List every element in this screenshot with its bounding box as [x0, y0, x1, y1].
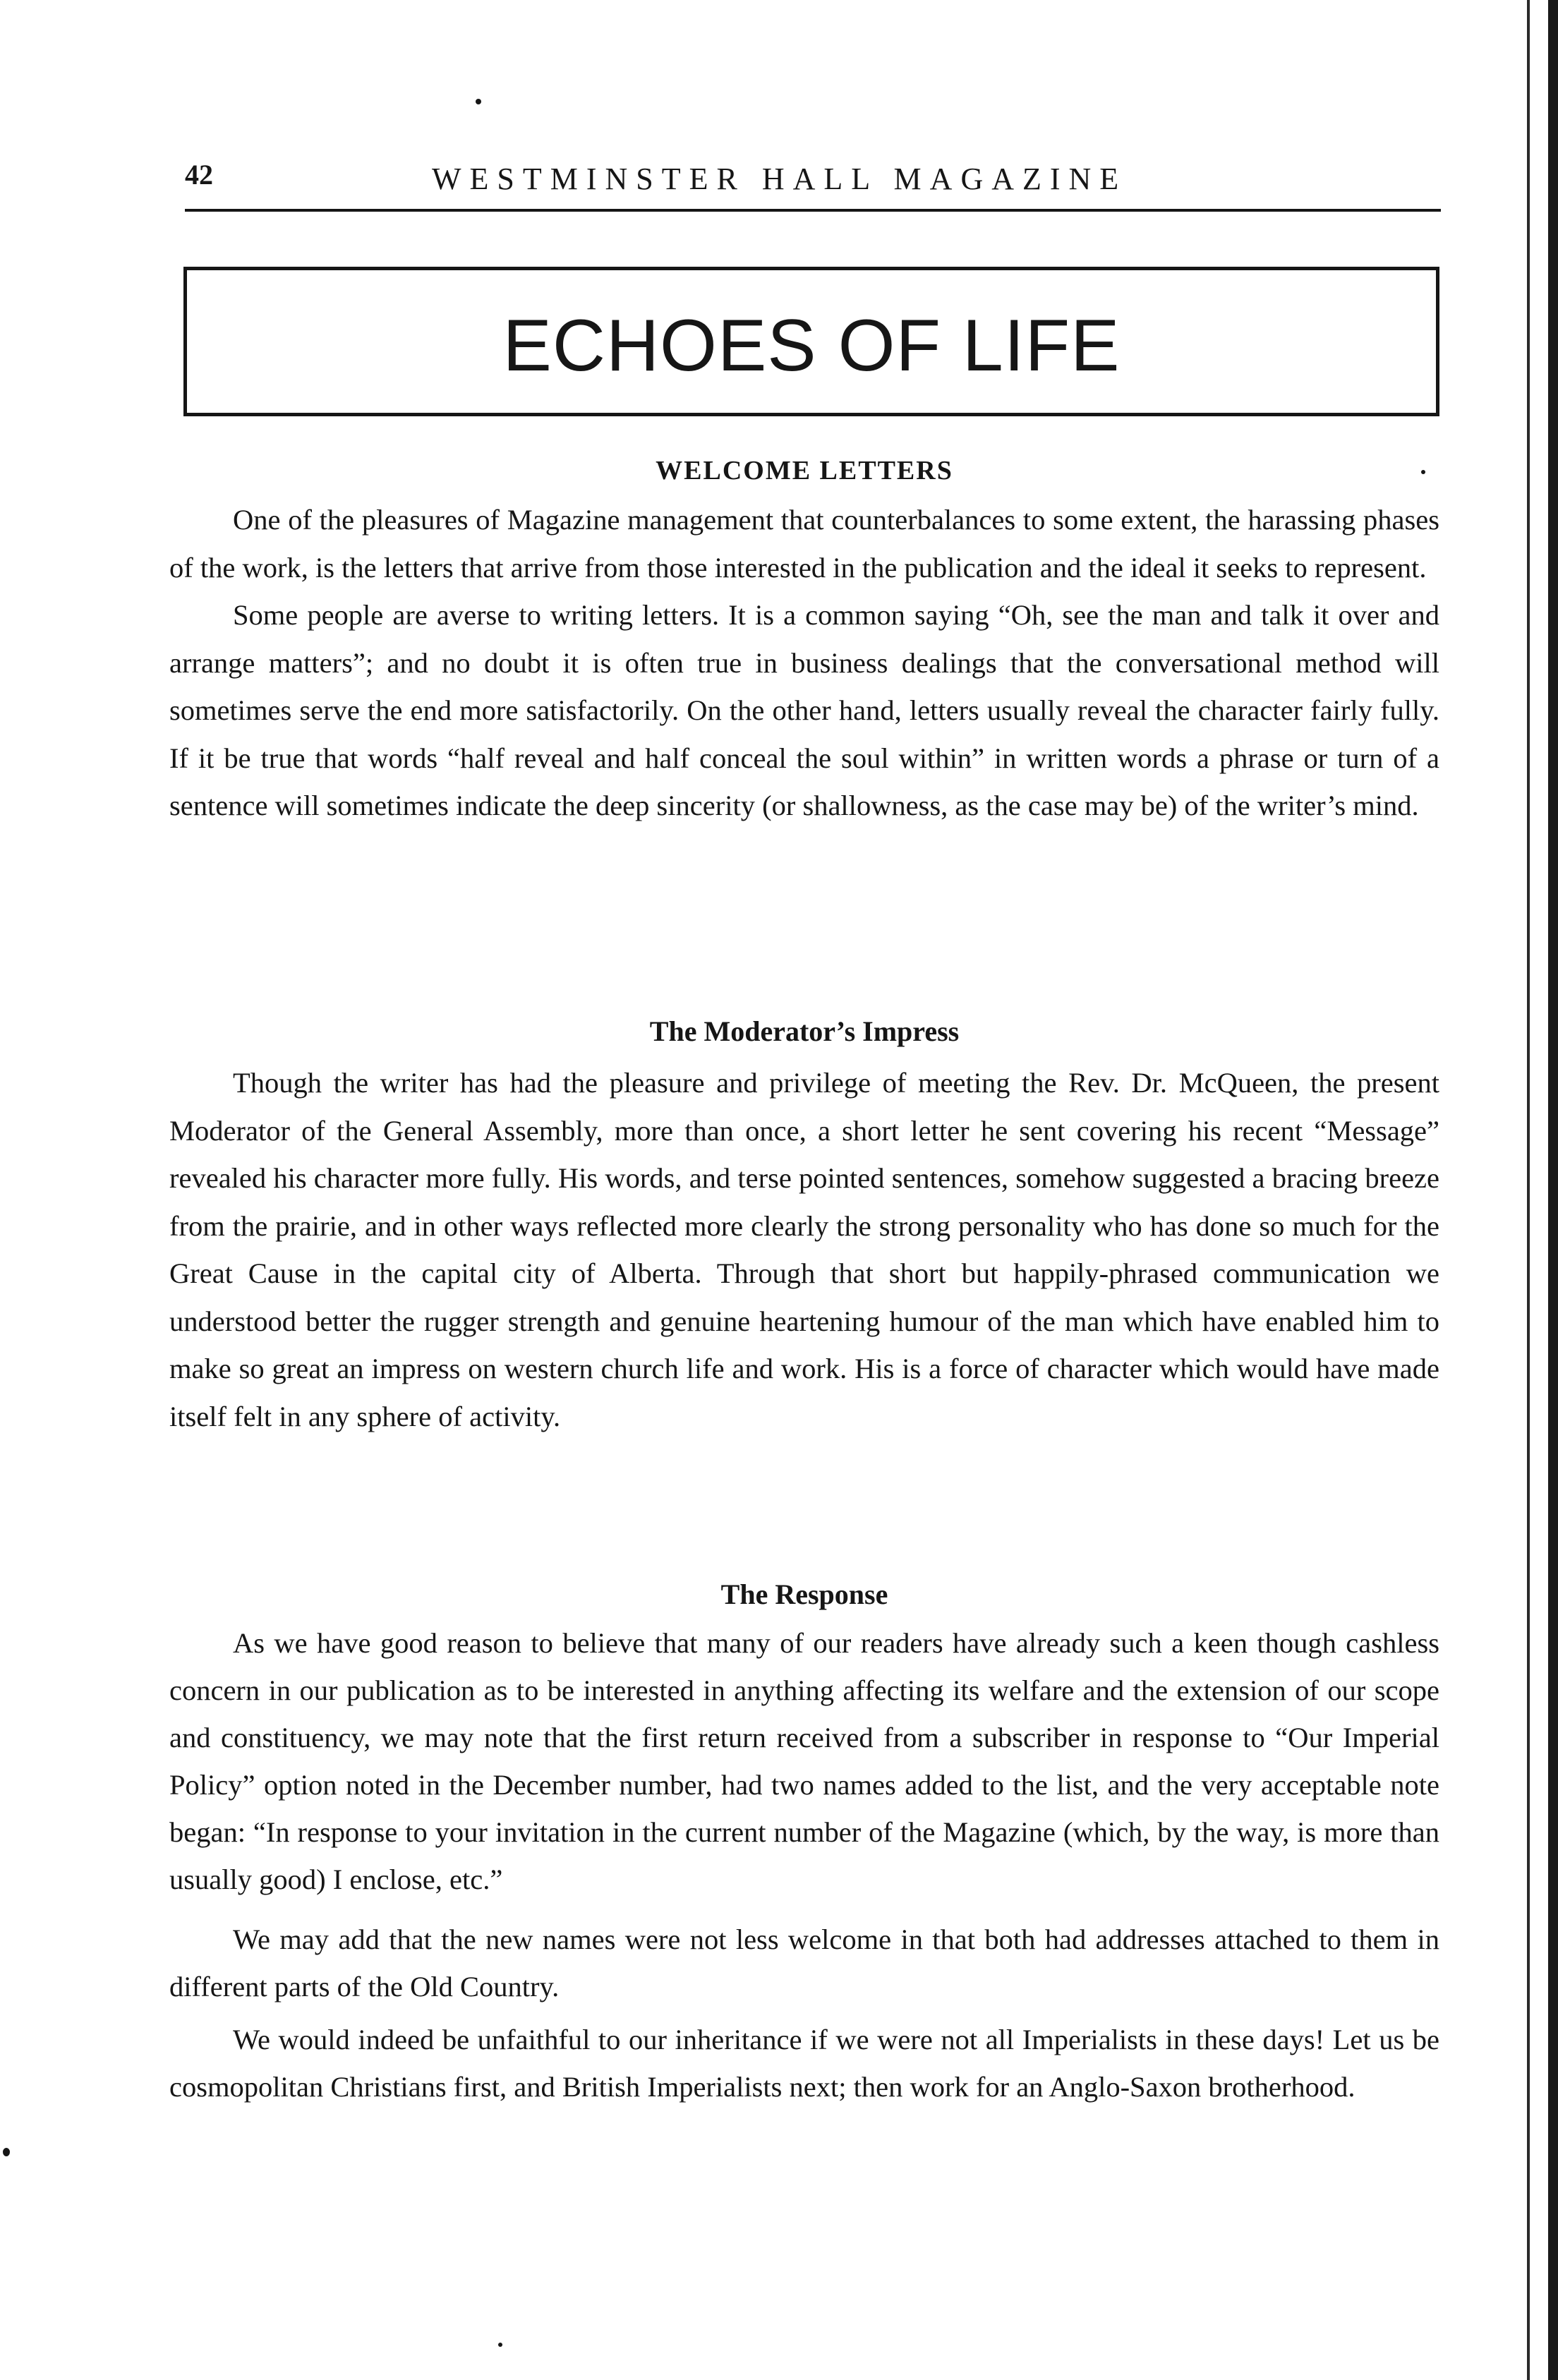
page-number: 42: [185, 159, 213, 191]
article-paragraph: Though the writer has had the pleasure and privilege of meeting the Rev. Dr. McQueen, the present Moderator of the General Assembly, more than once, a short letter he sent covering his recent “Message” revealed his character more fully. His words, and terse pointed sentences, somehow suggested a bracing breeze from the prairie, and in other ways reflected more clearly the strong personality who has done so much for the Great Cause in the capital city of Alberta. Through that short but happily-phrased communication we understood better the rugger strength and genuine heartening humour of the man which have enabled him to make so great an impress on western church life and work. His is a force of character which would have made itself felt in any sphere of activity.: [169, 1067, 1439, 1432]
article-paragraph: Some people are averse to writing letters. It is a common saying “Oh, see the man and talk it over and arrange matters”; and no doubt it is often true in business dealings that the conversational method will sometimes serve the end more satisfactorily. On the other hand, letters usually reveal the character fairly fully. If it be true that words “half reveal and half conceal the soul within” in written words a phrase or turn of a sentence will sometimes indicate the deep sincerity (or shallowness, as the case may be) of the writer’s mind.: [169, 599, 1439, 821]
header-rule: [185, 209, 1441, 212]
article-the-response: [169, 1578, 1439, 2110]
article-paragraph: We may add that the new names were not less welcome in that both had addresses attached to them in different parts of the Old Country.: [169, 1923, 1439, 2003]
article-heading: The Response: [720, 1578, 888, 1610]
article-paragraph: One of the pleasures of Magazine management that counterbalances to some extent, the harassing phases of the work, is the letters that arrive from those interested in the publication and the ideal it seeks to represent.: [169, 504, 1439, 584]
scan-speck: [1421, 470, 1425, 474]
article-welcome-letters: [169, 455, 1439, 830]
magazine-name: WESTMINSTER HALL MAGAZINE: [432, 162, 1128, 196]
article-paragraph: As we have good reason to believe that many of our readers have already such a keen though cashless concern in our publication as to be interested in anything affecting its welfare and the extension of our scope and constituency, we may note that the first return received from a subscriber in response to “Our Imperial Policy” option noted in the December number, had two names added to the list, and the very acceptable note began: “In response to your invitation in the current number of the Magazine (which, by the way, is more than usually good) I enclose, etc.”: [169, 1627, 1439, 1895]
scan-edge-line: [1527, 0, 1530, 2380]
scan-speck: [3, 2148, 10, 2156]
scan-edge: [1548, 0, 1558, 2380]
article-heading: The Moderator’s Impress: [649, 1015, 960, 1047]
section-title: ECHOES OF LIFE: [502, 305, 1121, 387]
running-head: [185, 154, 1448, 203]
scan-speck: [498, 2343, 502, 2347]
scan-speck: [476, 99, 481, 104]
article-paragraph: We would indeed be unfaithful to our inheritance if we were not all Imperialists in these days! Let us be cosmopolitan Christians first, and British Imperialists next; then work for an Anglo-Saxon brotherhood.: [169, 2024, 1439, 2103]
article-moderators-impress: [169, 1015, 1439, 1440]
section-title-box: [183, 267, 1439, 416]
article-heading: WELCOME LETTERS: [656, 456, 953, 485]
